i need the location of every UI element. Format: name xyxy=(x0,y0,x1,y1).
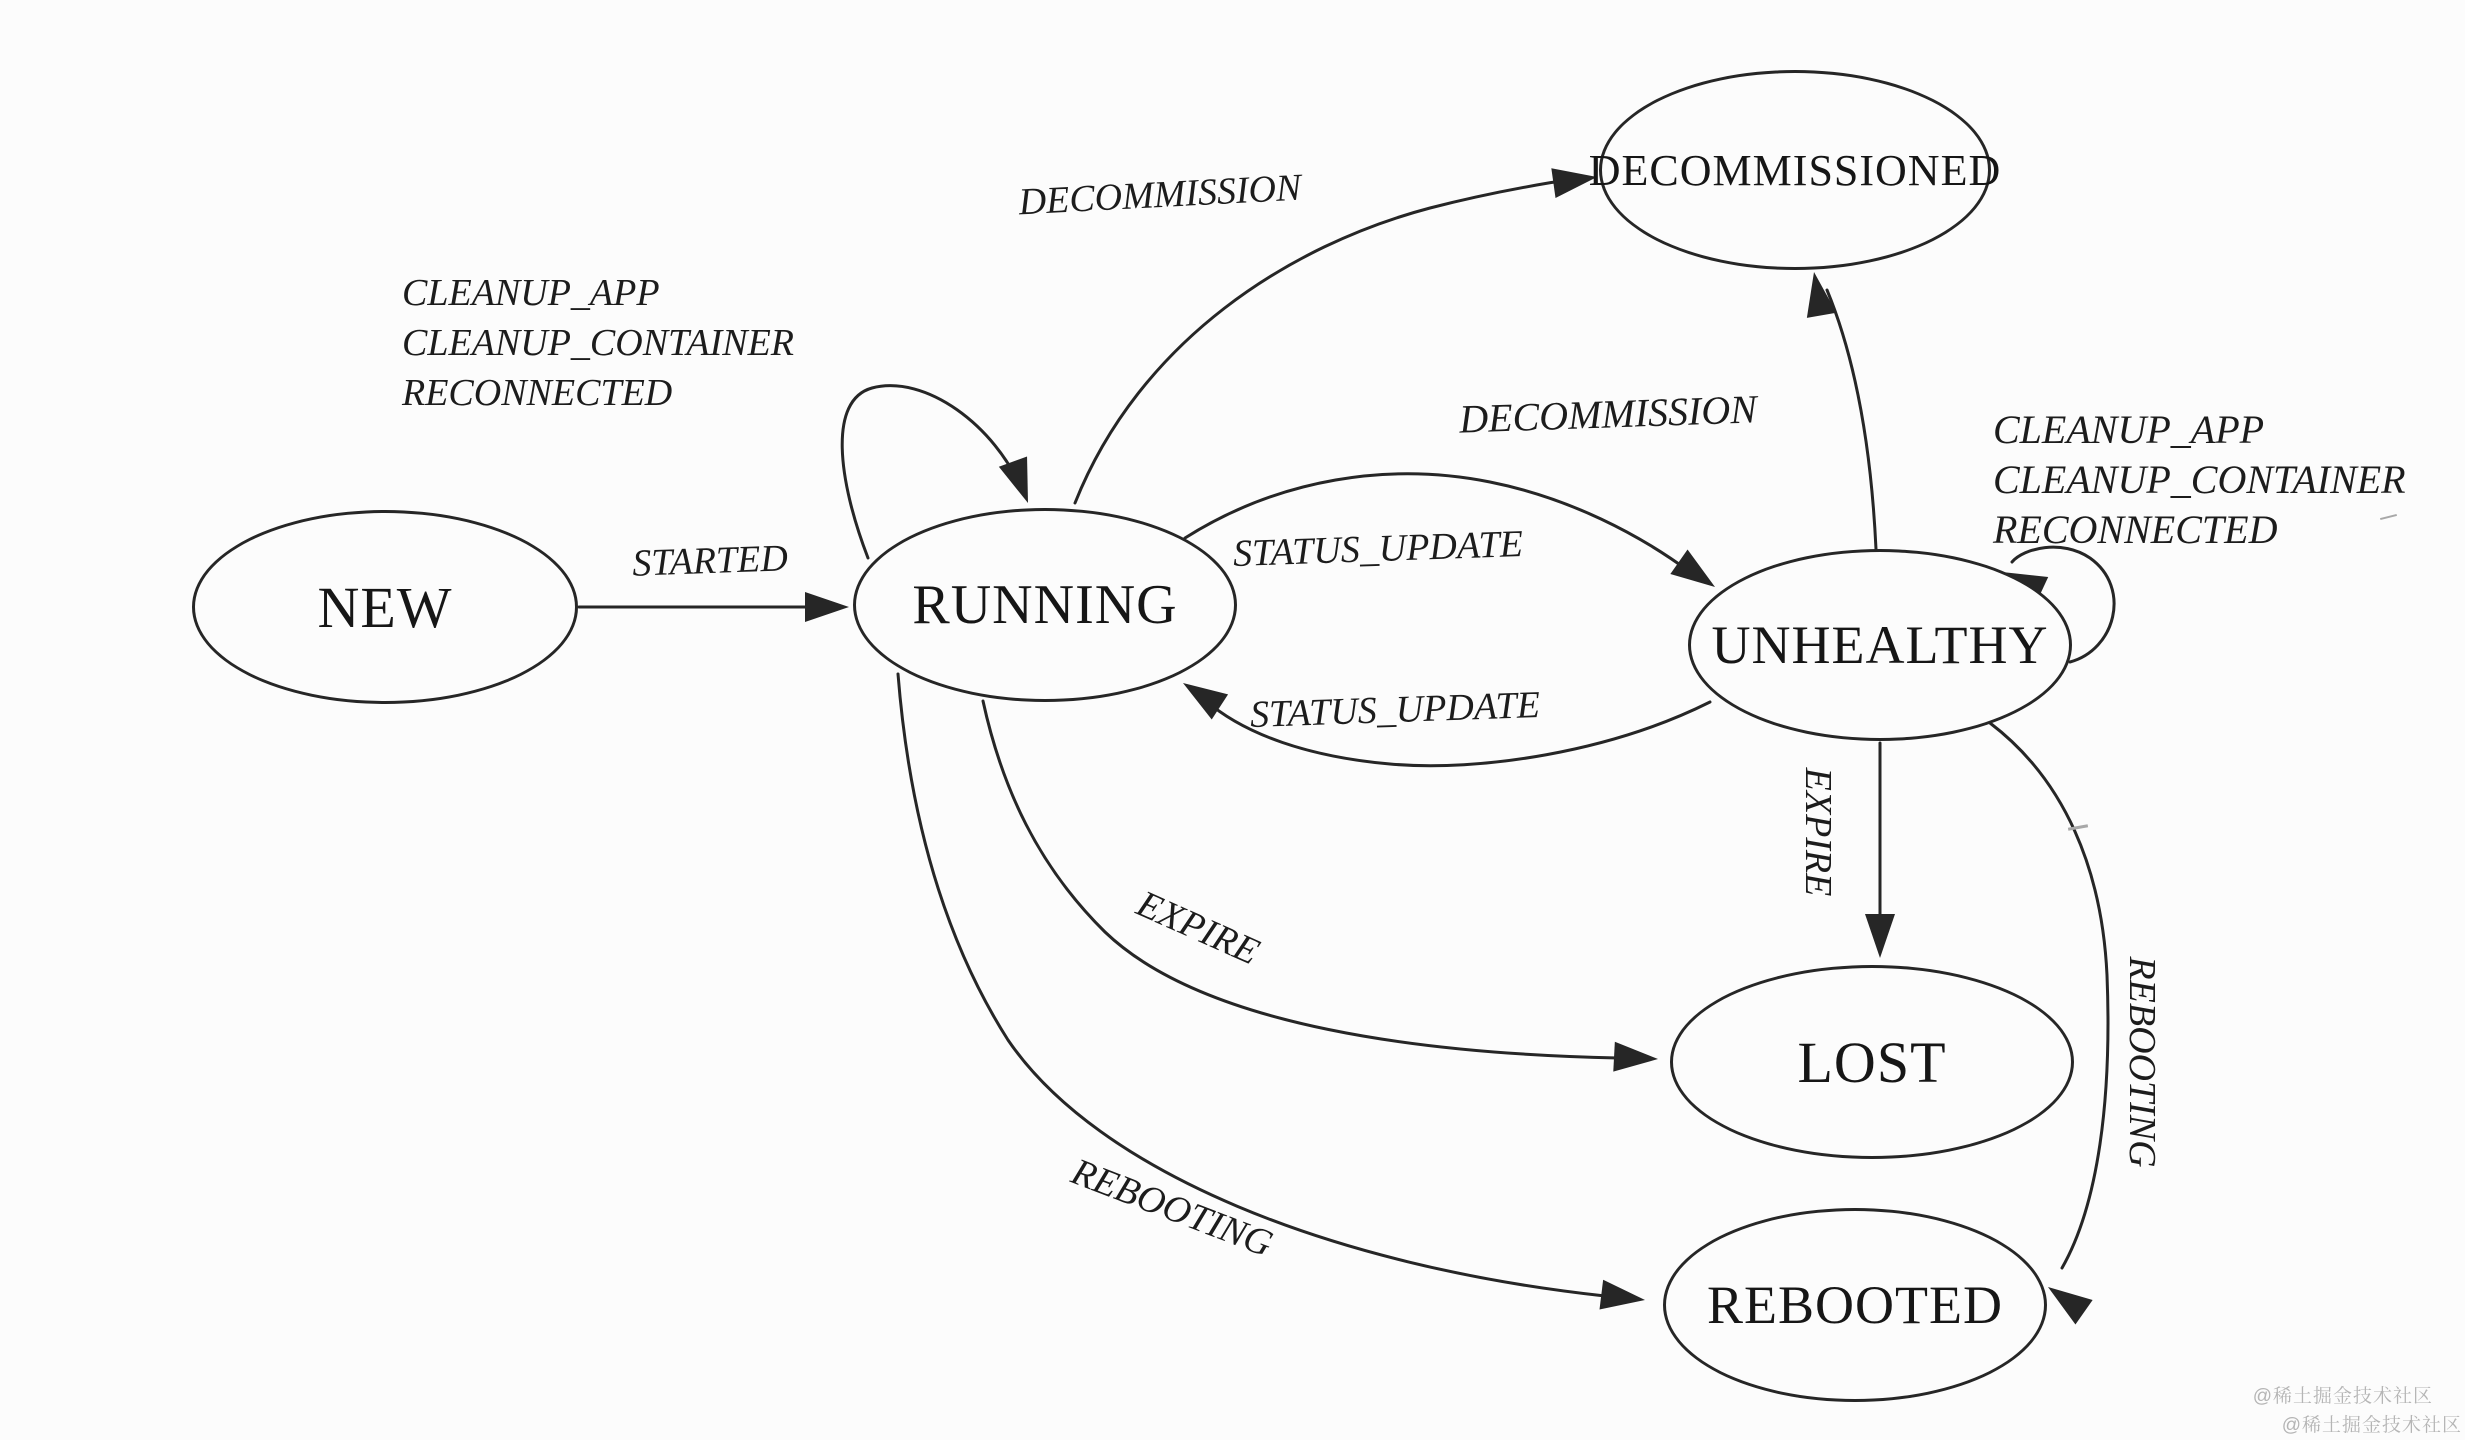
state-label-decommissioned: DECOMMISSIONED xyxy=(1588,145,2002,195)
watermark-line: @稀土掘金技术社区 xyxy=(2281,1415,2462,1436)
watermark-line: @稀土掘金技术社区 xyxy=(2252,1386,2433,1407)
edge-label-rebooting-running: REBOOTING xyxy=(1065,1150,1279,1266)
edge-label-block-running-self-loop xyxy=(402,268,794,418)
edge-label-expire-unhealthy-lost: EXPIRE xyxy=(1797,767,1839,897)
arrowhead-icon xyxy=(1599,1280,1646,1315)
edge-label-line: CLEANUP_APP xyxy=(1993,407,2265,452)
edge-decommission-unhealthy-path xyxy=(1827,290,1876,549)
state-lost xyxy=(1670,965,2074,1159)
arrowhead-icon xyxy=(1613,1042,1659,1074)
state-new xyxy=(192,510,578,704)
edge-rebooting-running-path xyxy=(898,674,1605,1296)
state-label-lost: LOST xyxy=(1797,1029,1947,1095)
edge-label-line: CLEANUP_CONTAINER xyxy=(402,322,794,364)
edge-label-status-update-up: STATUS_UPDATE xyxy=(1232,522,1524,576)
edge-label-line: RECONNECTED xyxy=(1993,507,2278,552)
edge-label-expire-running-lost: EXPIRE xyxy=(1130,882,1266,974)
edge-label-status-update-down: STATUS_UPDATE xyxy=(1249,683,1541,737)
arrowhead-icon xyxy=(1670,549,1723,599)
edge-label-block-unhealthy-self-loop xyxy=(1993,405,2406,555)
state-decommissioned xyxy=(1588,70,2002,270)
state-unhealthy xyxy=(1688,549,2072,741)
edge-label-started: STARTED xyxy=(631,537,789,585)
edge-label-rebooting-unhealthy: REBOOTING xyxy=(2121,956,2163,1168)
arrowhead-icon xyxy=(1865,914,1895,958)
edge-label-decommission-unhealthy: DECOMMISSION xyxy=(1458,386,1758,442)
arrowhead-icon xyxy=(2039,1275,2092,1325)
edge-decommission-running-path xyxy=(1075,181,1560,503)
edge-label-decommission-running: DECOMMISSION xyxy=(1017,166,1303,224)
state-label-unhealthy: UNHEALTHY xyxy=(1711,615,2049,675)
state-rebooted xyxy=(1663,1208,2047,1402)
edge-label-line: CLEANUP_CONTAINER xyxy=(1993,457,2406,502)
state-label-new: NEW xyxy=(317,574,453,640)
arrowhead-icon xyxy=(999,457,1042,509)
arrowhead-icon xyxy=(805,592,849,622)
state-label-running: RUNNING xyxy=(912,574,1178,636)
edge-expire-running-lost-path xyxy=(983,701,1618,1058)
arrowhead-icon xyxy=(1799,269,1836,318)
edge-label-line: RECONNECTED xyxy=(402,372,673,414)
edge-label-line: CLEANUP_APP xyxy=(402,272,660,314)
state-label-rebooted: REBOOTED xyxy=(1707,1275,2003,1335)
state-running xyxy=(853,508,1237,702)
